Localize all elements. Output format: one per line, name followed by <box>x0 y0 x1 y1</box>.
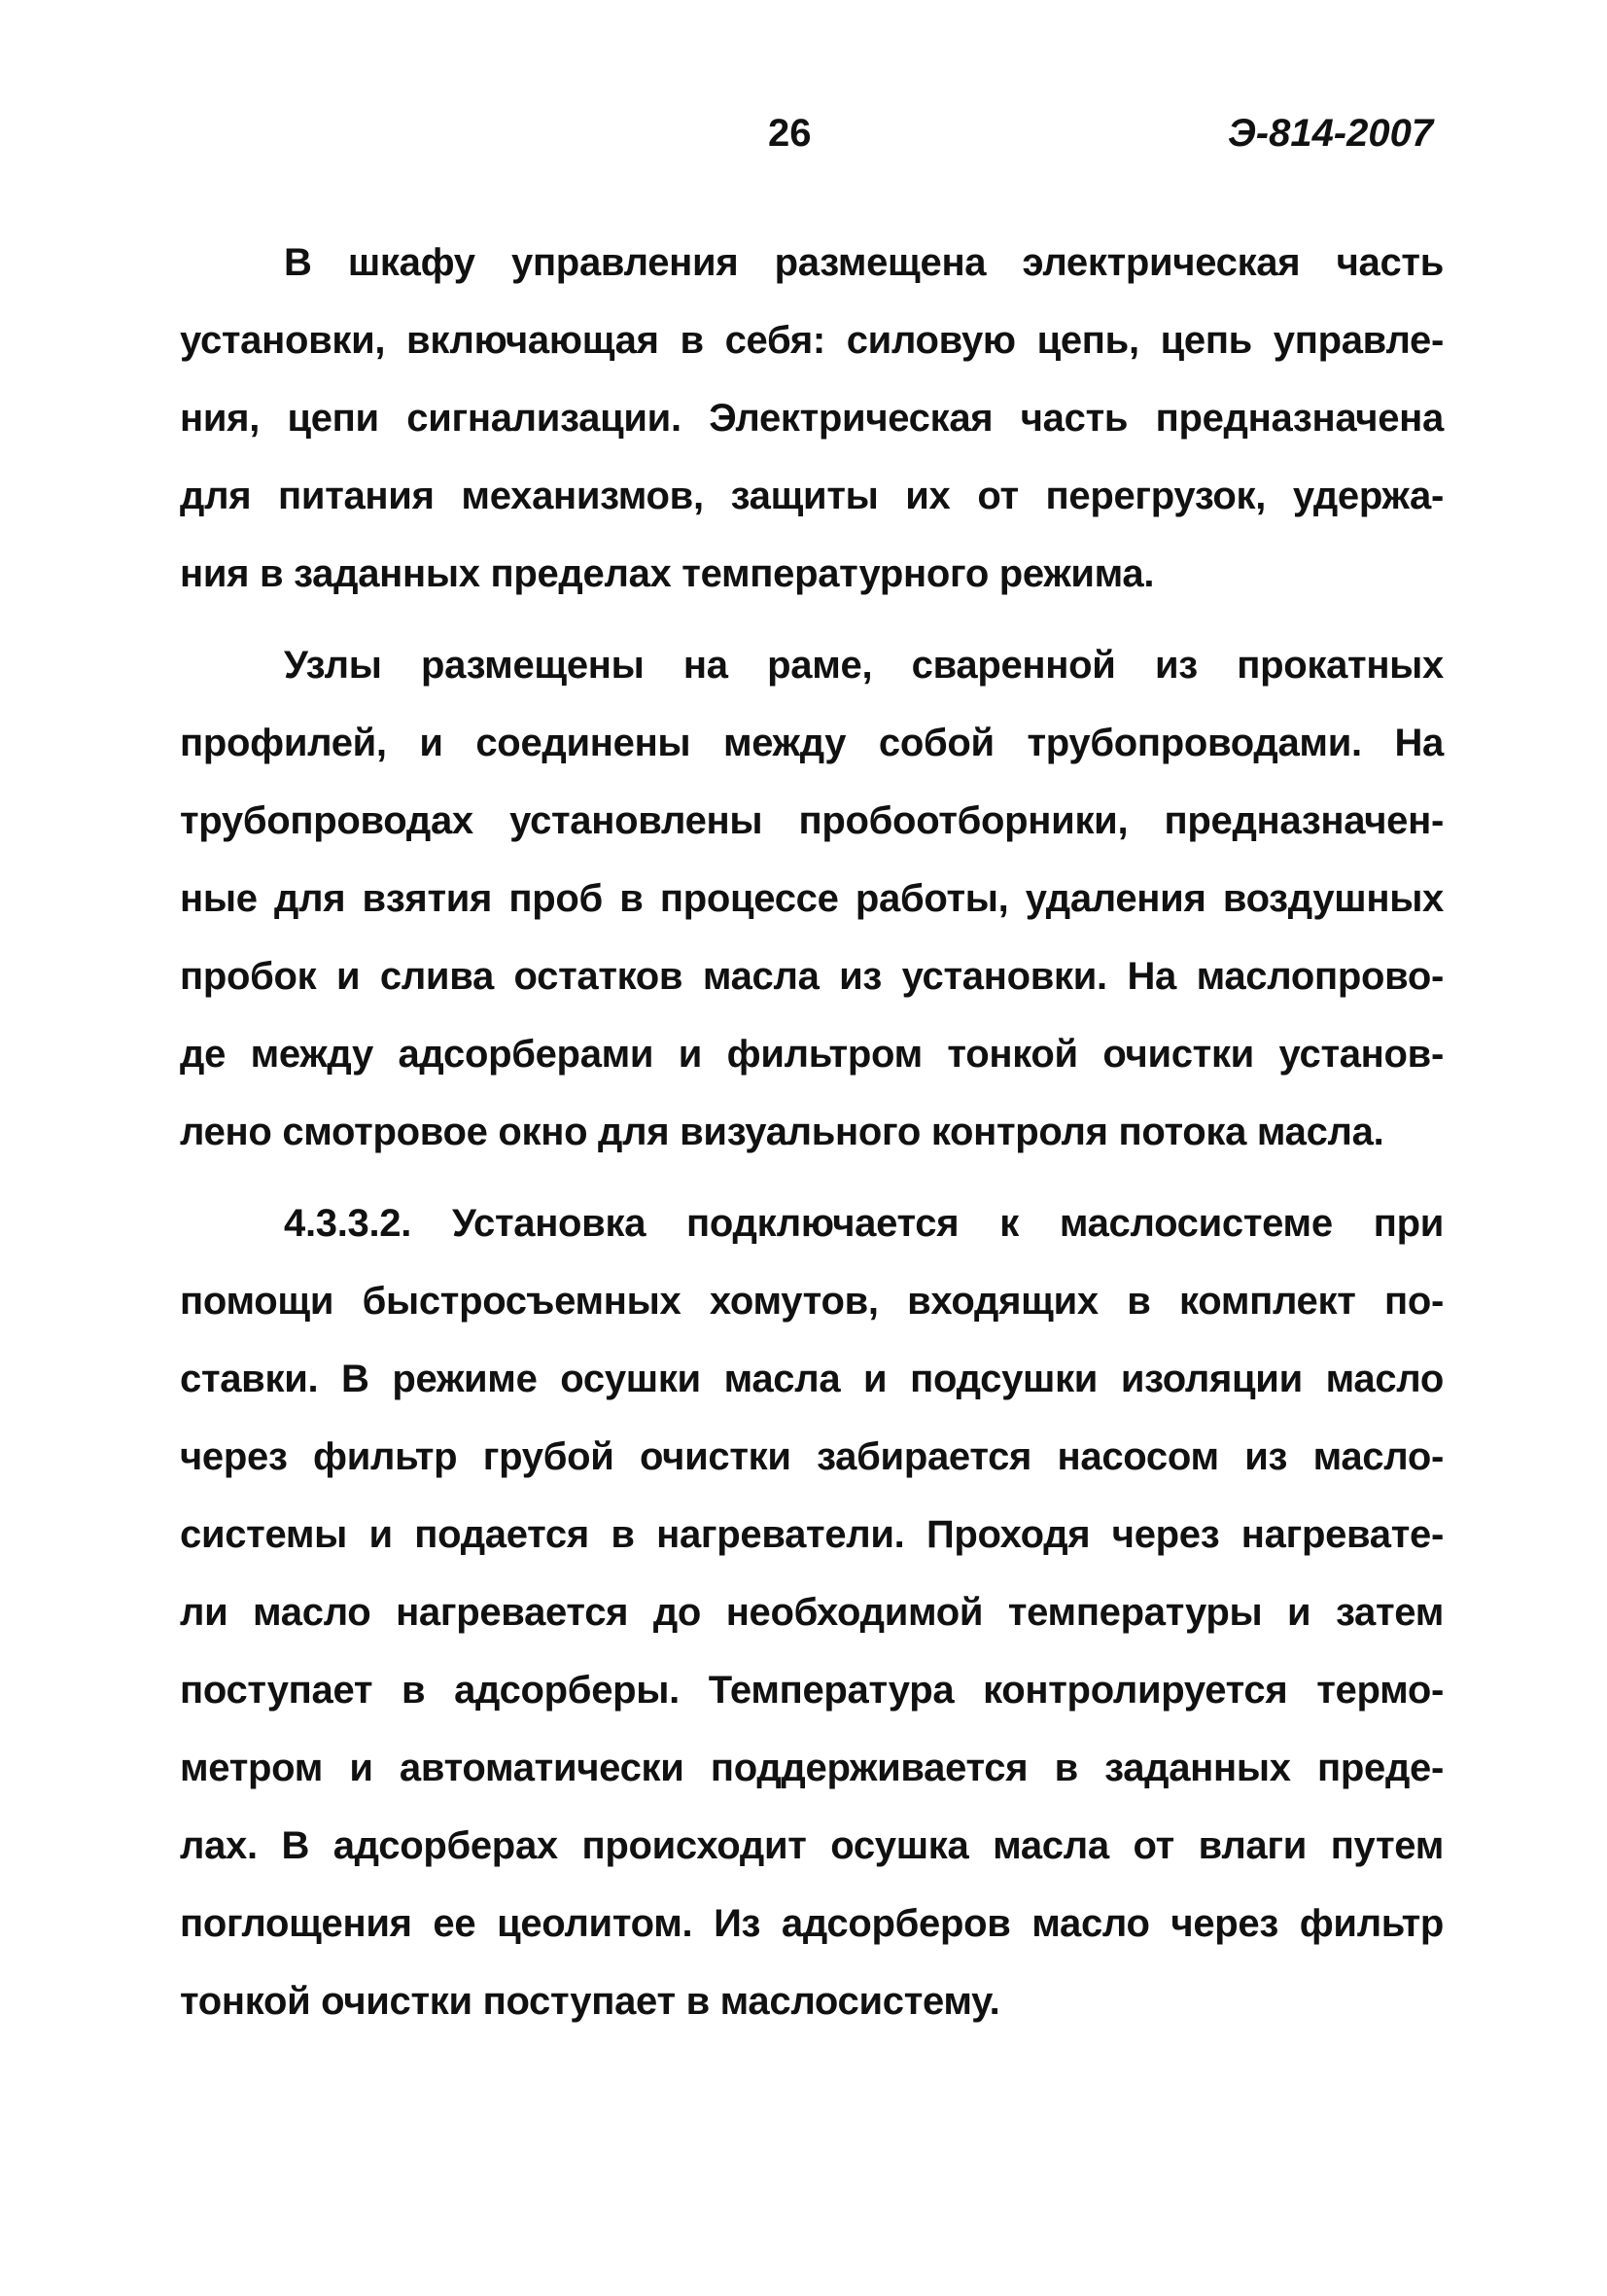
text-line: метром и автоматически поддерживается в заданных преде- <box>180 1747 1444 1789</box>
text-line: тонкой очистки поступает в маслосистему. <box>180 1980 1000 2023</box>
text-line: для питания механизмов, защиты их от перегрузок, удержа- <box>180 475 1444 517</box>
text-line: В шкафу управления размещена электрическая часть <box>284 241 1444 284</box>
paragraph-frame-assembly <box>180 626 1444 1171</box>
text-line: Узлы размещены на раме, сваренной из прокатных <box>284 644 1444 687</box>
text-line: ные для взятия проб в процессе работы, удаления воздушных <box>180 877 1444 920</box>
text-line: де между адсорберами и фильтром тонкой очистки установ- <box>180 1033 1444 1076</box>
document-code: Э-814-2007 <box>1228 112 1434 155</box>
text-line: ставки. В режиме осушки масла и подсушки изоляции масло <box>180 1358 1444 1400</box>
page-number: 26 <box>768 112 812 155</box>
text-line: ния, цепи сигнализации. Электрическая часть предназначена <box>180 397 1444 440</box>
paragraph-electrical <box>180 224 1444 613</box>
text-line: поглощения ее цеолитом. Из адсорберов масло через фильтр <box>180 1902 1444 1945</box>
paragraph-4-3-3-2 <box>180 1184 1444 2040</box>
text-line: профилей, и соединены между собой трубопроводами. На <box>180 722 1444 764</box>
text-line: 4.3.3.2. Установка подключается к маслосистеме при <box>284 1202 1444 1245</box>
text-line: помощи быстросъемных хомутов, входящих в комплект по- <box>180 1280 1444 1323</box>
body-text <box>180 224 1444 2040</box>
text-line: системы и подается в нагреватели. Проходя через нагревате- <box>180 1513 1444 1556</box>
text-line: ния в заданных пределах температурного режима. <box>180 552 1155 595</box>
text-line: пробок и слива остатков масла из установки. На маслопрово- <box>180 955 1444 998</box>
text-line: ли масло нагревается до необходимой температуры и затем <box>180 1591 1444 1634</box>
text-line: через фильтр грубой очистки забирается насосом из масло- <box>180 1435 1444 1478</box>
text-line: поступает в адсорберы. Температура контролируется термо- <box>180 1669 1444 1712</box>
text-line: трубопроводах установлены пробоотборники, предназначен- <box>180 799 1444 842</box>
text-line: лено смотровое окно для визуального контроля потока масла. <box>180 1111 1384 1153</box>
text-line: лах. В адсорберах происходит осушка масла от влаги путем <box>180 1824 1444 1867</box>
text-line: установки, включающая в себя: силовую цепь, цепь управле- <box>180 319 1444 362</box>
